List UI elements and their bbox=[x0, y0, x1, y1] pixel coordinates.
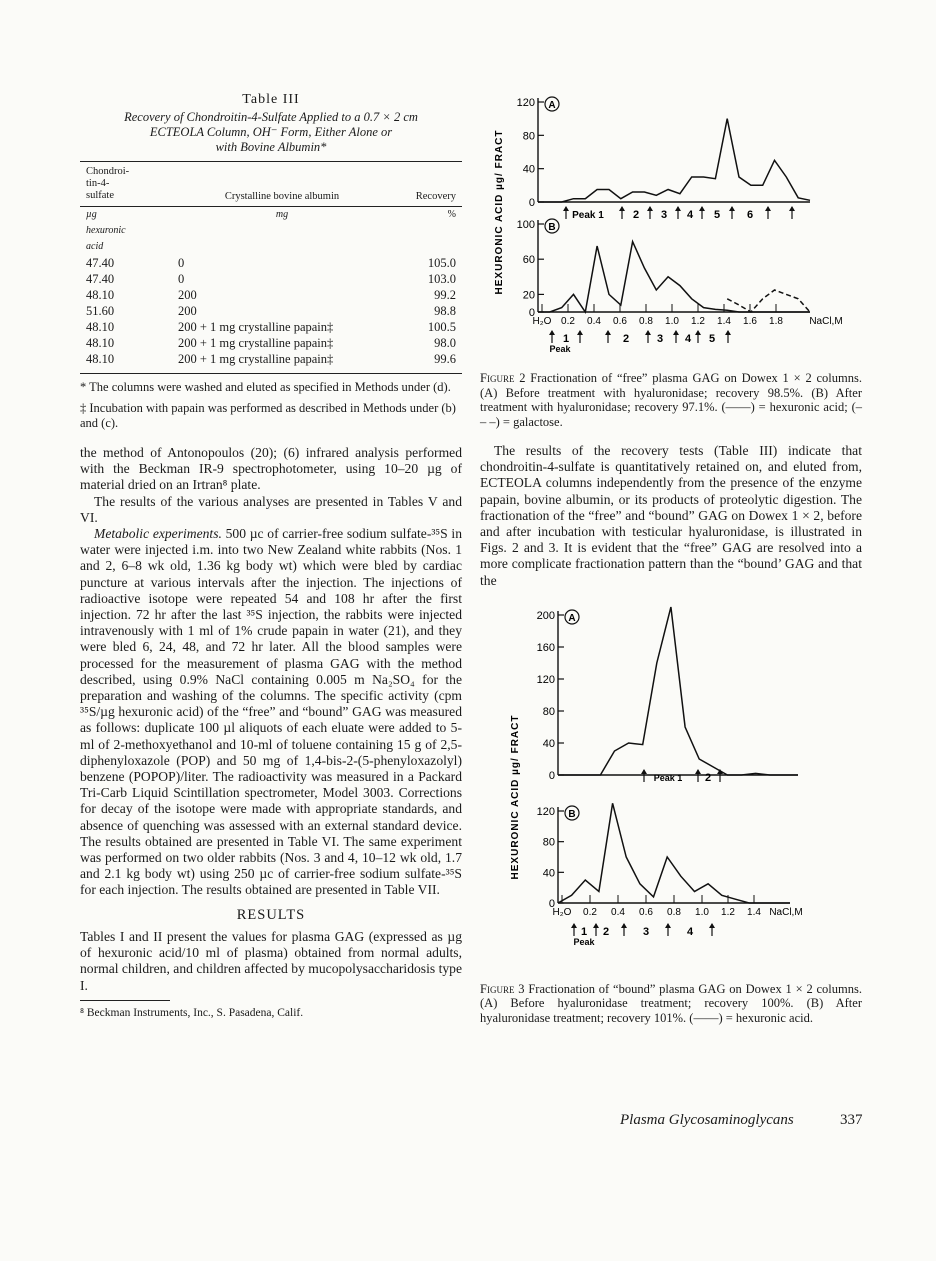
x-tick-label: 0.6 bbox=[639, 906, 653, 918]
peak-label: Peak bbox=[573, 936, 595, 947]
tick-label: 80 bbox=[542, 705, 555, 718]
peak-number: 3 bbox=[656, 333, 664, 345]
table-row bbox=[80, 335, 462, 351]
table-unit-row bbox=[80, 207, 462, 256]
x-tick-label: 1.8 bbox=[769, 316, 783, 327]
x-tick-label: 1.4 bbox=[717, 316, 731, 327]
tick-label: 120 bbox=[516, 97, 535, 109]
x-tick-label: 1.4 bbox=[747, 906, 761, 918]
footnote-rule bbox=[80, 1000, 170, 1001]
figure-3-chart bbox=[480, 597, 862, 977]
peak-number: 2 bbox=[632, 209, 640, 221]
table-body bbox=[80, 255, 462, 367]
table-row bbox=[80, 271, 462, 287]
peak-arrow bbox=[605, 330, 611, 335]
col-header-albumin: Crystalline bovine albumin bbox=[178, 162, 386, 207]
peak-arrow bbox=[549, 330, 555, 335]
tick-label: 80 bbox=[522, 130, 535, 143]
peak-number: 3 bbox=[660, 209, 668, 221]
peak-arrow bbox=[729, 206, 735, 211]
x-tick-label: 0.4 bbox=[587, 316, 601, 327]
page-number: 337 bbox=[840, 1112, 863, 1128]
peak-number: 1 bbox=[562, 333, 570, 345]
peak-number: 2 bbox=[704, 771, 712, 784]
figure-label: Figure 2 bbox=[480, 371, 526, 385]
peak-label: Peak bbox=[549, 344, 571, 354]
figure-label: Figure 3 bbox=[480, 981, 525, 996]
tick-label: 0 bbox=[548, 897, 555, 910]
table-cell: 100.5 bbox=[427, 320, 456, 334]
peak-label: Peak 1 bbox=[653, 772, 683, 783]
hexuronic-acid-line bbox=[558, 803, 790, 903]
x-tick-label: 0.2 bbox=[583, 906, 597, 918]
peak-arrow bbox=[709, 923, 715, 928]
peak-arrow bbox=[695, 330, 701, 335]
x-tick-label: 1.6 bbox=[743, 316, 757, 327]
peak-number: 2 bbox=[622, 333, 630, 345]
figure-2-caption bbox=[480, 371, 862, 429]
panel-label: B bbox=[568, 808, 576, 820]
tick-label: 60 bbox=[522, 254, 535, 267]
tick-label: 120 bbox=[536, 673, 555, 686]
left-body-text bbox=[80, 445, 462, 1021]
table-cell: 98.0 bbox=[434, 336, 456, 350]
peak-number: 1 bbox=[580, 925, 588, 938]
table-cell: 200 + 1 mg crystalline papain‡ bbox=[178, 352, 334, 366]
peak-arrow bbox=[645, 330, 651, 335]
peak-arrow bbox=[641, 769, 647, 774]
hexuronic-acid-line bbox=[558, 607, 798, 775]
peak-number: 3 bbox=[642, 925, 650, 938]
figure-3-panel-b bbox=[537, 803, 803, 947]
table-cell: 200 + 1 mg crystalline papain‡ bbox=[178, 336, 334, 350]
table-footnote-dagger: ‡ Incubation with papain was performed as described in Methods under (b) and (c). bbox=[80, 401, 456, 430]
tick-label: 80 bbox=[542, 836, 555, 849]
tick-label: 0 bbox=[528, 197, 535, 209]
table-row bbox=[80, 351, 462, 367]
peak-arrow bbox=[563, 206, 569, 211]
unit-chondroitin: µg hexuronic acid bbox=[86, 209, 126, 252]
tick-label: 200 bbox=[536, 609, 555, 622]
table-row bbox=[80, 255, 462, 271]
tick-label: 0 bbox=[548, 769, 555, 782]
panel-label: B bbox=[548, 222, 556, 233]
peak-number: 4 bbox=[686, 209, 694, 221]
table-cell: 103.0 bbox=[427, 272, 456, 286]
peak-arrow bbox=[699, 206, 705, 211]
hexuronic-acid-line bbox=[538, 242, 810, 312]
x-tick-label: NaCl,M bbox=[769, 906, 803, 918]
paragraph-metabolic bbox=[80, 526, 462, 899]
table-caption bbox=[80, 110, 462, 155]
table-cell: 48.10 bbox=[86, 352, 115, 366]
x-tick-label: 0.8 bbox=[667, 906, 681, 918]
peak-number: 6 bbox=[746, 209, 754, 221]
tick-label: 40 bbox=[542, 867, 555, 880]
figure-3-caption bbox=[480, 982, 862, 1026]
running-head: Plasma Glycosaminoglycans bbox=[620, 1112, 794, 1128]
page-footnote: ⁸ Beckman Instruments, Inc., S. Pasadena, Calif. bbox=[80, 1006, 304, 1019]
figure-3-panel-a bbox=[537, 607, 798, 784]
x-tick-label: 0.4 bbox=[611, 906, 625, 918]
table-cell: 200 bbox=[178, 288, 197, 302]
table-cell: 99.6 bbox=[434, 352, 456, 366]
tick-label: 40 bbox=[542, 737, 555, 750]
paragraph: the method of Antonopoulos (20); (6) infrared analysis performed with the Beckman IR-9 spectrophotometer, using 10–20 µg of material dried on an Irtran⁸ plate. bbox=[80, 445, 462, 493]
table-caption-line: ECTEOLA Column, OH⁻ Form, Either Alone or bbox=[149, 125, 393, 139]
figure-2-panel-b bbox=[517, 219, 843, 354]
table-row bbox=[80, 303, 462, 319]
tick-label: 20 bbox=[522, 289, 535, 302]
x-tick-label: 0.8 bbox=[639, 316, 653, 327]
peak-number: 4 bbox=[684, 333, 692, 345]
hexuronic-acid-line bbox=[538, 119, 810, 202]
table-cell: 200 + 1 mg crystalline papain‡ bbox=[178, 320, 334, 334]
table-row bbox=[80, 319, 462, 335]
table-cell: 99.2 bbox=[434, 288, 456, 302]
unit-recovery: % bbox=[447, 209, 456, 220]
col-header-recovery: Recovery bbox=[386, 162, 462, 207]
table-cell: 105.0 bbox=[427, 256, 456, 270]
x-tick-label: 0.2 bbox=[561, 316, 575, 327]
x-tick-label: 1.2 bbox=[721, 906, 735, 918]
table-cell: 47.40 bbox=[86, 256, 115, 270]
peak-number: 5 bbox=[713, 209, 721, 221]
paragraph: The results of the recovery tests (Table III) indicate that chondroitin-4-sulfate is quantitatively retained on, and eluted from, ECTEOLA columns independently from the presence of the enzyme papain, bovine albumin, or its products of proteolytic digestion. The fractionation of the “free” and “bound” GAG on Dowex 1 × 2, before and after incubation with testicular hyaluronidase, is illustrated in Figs. 2 and 3. It is evident that the “free” GAG are resolved into a more complicate fractionation pattern than the “bound’ GAG and that the bbox=[480, 443, 862, 588]
x-tick-label: H₂O bbox=[552, 906, 572, 918]
figure-2-chart bbox=[480, 92, 862, 364]
caption-text: Fractionation of “bound” plasma GAG on Dowex 1 × 2 columns. (A) Before hyaluronidase treatment; recovery 100%. (B) After hyaluronidase treatment; recovery 101%. (——) = hexuronic acid. bbox=[480, 981, 862, 1025]
table-title: Table III bbox=[242, 92, 300, 107]
peak-arrow bbox=[725, 330, 731, 335]
y-axis-label: HEXURONIC ACID µg/ FRACT bbox=[510, 714, 521, 880]
table-cell: 47.40 bbox=[86, 272, 115, 286]
peak-arrow bbox=[695, 769, 701, 774]
col-header-chondroitin: Chondroi- tin-4- sulfate bbox=[80, 162, 178, 207]
paragraph-body: 500 µc of carrier-free sodium sulfate-³⁵S in water were injected i.m. into two New Zealand white rabbits (Nos. 1 and 2, 6–8 wk old, 1.36 kg body wt) which were bled by cardiac puncture at various intervals after the injection. The injections of radioactive isotope were repeated 54 and 108 hr after the first injection. 72 hr after the last ³⁵S injection, the rabbits were injected intravenously with 1 ml of 1% crude papain in water (21), and they were bled 6, 24, 48, and 72 hr later. All the blood samples were processed for the measurement of plasma GAG with the method described, using 0.9% NaCl containing 0.005 m Na₂SO₄ for the preparation and washing of the columns. The specific activity (cpm ³⁵S/µg hexuronic acid) of the “free” and “bound” GAG was measured as follows: duplicate 100 µl aliquots of each eluate were added to 5-ml of 2-methoxyethanol and 10-ml of toluene containing 15 g of 2,5-diphenyloxazole (POP) and 50 mg of 1,4-bis-2-(5-phenyloxazolyl) benzene (POPOP)/liter. The radioactivity was measured in a Packard Tri-Carb Liquid Scintillation spectrometer, Model 3003. Corrections for decay of the isotope were made with appropriate standards, and absence of quenching was assessed with an external standard device. The results obtained are presented in Table VI. The same experiment was performed on two older rabbits (Nos. 3 and 4, 10–12 wk old, 1.7 and 2.1 kg body wt) using 250 µc of carrier-free sodium sulfate-³⁵S for each injection. The results obtained are presented in Table VII. bbox=[80, 526, 462, 898]
right-column bbox=[480, 92, 862, 1025]
table-caption-line: with Bovine Albumin* bbox=[215, 140, 327, 154]
peak-arrow bbox=[675, 206, 681, 211]
peak-number: 2 bbox=[602, 925, 610, 938]
peak-arrow bbox=[619, 206, 625, 211]
peak-arrow bbox=[593, 923, 599, 928]
x-tick-label: H₂O bbox=[532, 316, 552, 327]
x-tick-label: 1.2 bbox=[691, 316, 705, 327]
table-cell: 0 bbox=[178, 256, 185, 270]
x-tick-label: 0.6 bbox=[613, 316, 627, 327]
peak-arrow bbox=[665, 923, 671, 928]
tick-label: 120 bbox=[536, 805, 555, 818]
peak-number: 4 bbox=[686, 925, 694, 938]
table-cell: 200 bbox=[178, 304, 197, 318]
tick-label: 40 bbox=[522, 163, 535, 176]
x-tick-label: NaCl,M bbox=[809, 316, 843, 327]
peak-arrow bbox=[673, 330, 679, 335]
peak-arrow bbox=[571, 923, 577, 928]
peak-number: 5 bbox=[708, 333, 716, 345]
figure-2-panel-a bbox=[517, 97, 810, 221]
peak-arrow bbox=[577, 330, 583, 335]
panel-label: A bbox=[568, 612, 576, 624]
peak-arrow bbox=[789, 206, 795, 211]
peak-arrow bbox=[647, 206, 653, 211]
section-heading: RESULTS bbox=[236, 906, 306, 923]
table-footnote-star: * The columns were washed and eluted as specified in Methods under (d). bbox=[80, 380, 451, 394]
table-row bbox=[80, 287, 462, 303]
table-cell: 98.8 bbox=[434, 304, 456, 318]
table-cell: 51.60 bbox=[86, 304, 115, 318]
table-cell: 48.10 bbox=[86, 320, 115, 334]
peak-arrow bbox=[621, 923, 627, 928]
tick-label: 100 bbox=[516, 219, 535, 231]
caption-text: Fractionation of “free” plasma GAG on Dowex 1 × 2 columns. (A) Before treatment with hyaluronidase; recovery 98.5%. (B) After treatment with hyaluronidase; recovery 97.1%. (——) = hexuronic acid; (– – –) = galactose. bbox=[480, 371, 862, 429]
table-cell: 0 bbox=[178, 272, 185, 286]
table-caption-line: Recovery of Chondroitin-4-Sulfate Applied to a 0.7 × 2 cm bbox=[124, 110, 418, 124]
peak-label: Peak 1 bbox=[572, 210, 604, 221]
tick-label: 160 bbox=[536, 641, 555, 654]
peak-arrow bbox=[765, 206, 771, 211]
paragraph: The results of the various analyses are presented in Tables V and VI. bbox=[80, 493, 462, 525]
table-bottom-rule bbox=[80, 367, 462, 374]
x-tick-label: 1.0 bbox=[665, 316, 679, 327]
y-axis-label: HEXURONIC ACID µg/ FRACT bbox=[494, 129, 505, 295]
panel-label: A bbox=[548, 100, 556, 111]
table-cell: 48.10 bbox=[86, 336, 115, 350]
table-header-row bbox=[80, 162, 462, 207]
table-iii bbox=[80, 162, 462, 374]
tick-label: 0 bbox=[528, 307, 535, 319]
paragraph-lead: Metabolic experiments. bbox=[94, 526, 222, 542]
left-column bbox=[80, 92, 462, 1021]
unit-albumin: mg bbox=[275, 209, 289, 220]
right-body-text bbox=[480, 443, 862, 589]
table-cell: 48.10 bbox=[86, 288, 115, 302]
x-tick-label: 1.0 bbox=[695, 906, 709, 918]
galactose-line bbox=[727, 290, 810, 312]
paragraph: Tables I and II present the values for plasma GAG (expressed as µg of hexuronic acid/10 ml of plasma) obtained from normal adults, normal children, and children affected by mucopolysaccharidosis type I. bbox=[80, 928, 462, 993]
